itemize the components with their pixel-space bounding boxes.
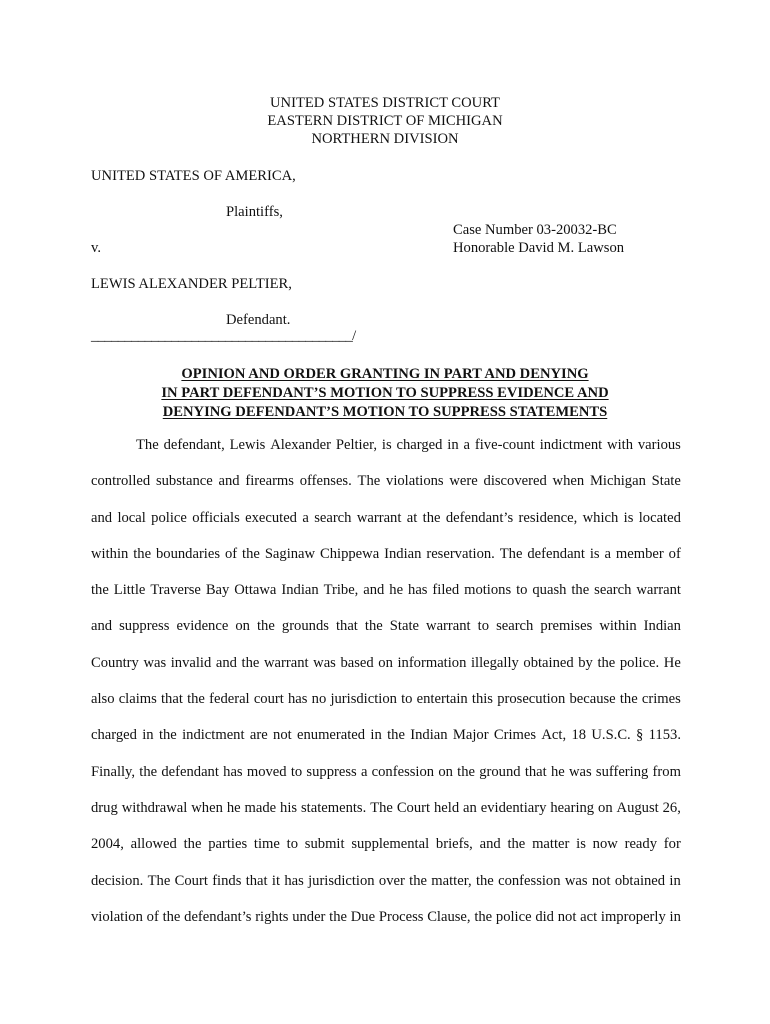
plaintiff-role: Plaintiffs,	[226, 204, 283, 220]
document-title	[0, 365, 770, 422]
body-line: controlled substance and firearms offenses. The violations were discovered when Michigan State	[91, 473, 681, 490]
court-name: UNITED STATES DISTRICT COURT	[270, 95, 500, 111]
body-line: 2004, allowed the parties time to submit supplemental briefs, and the matter is now ready for	[91, 836, 681, 853]
body-line: drug withdrawal when he made his statements. The Court held an evidentiary hearing on August 26,	[91, 799, 681, 816]
court-district: EASTERN DISTRICT OF MICHIGAN	[267, 113, 503, 129]
defendant-role: Defendant.	[226, 312, 291, 328]
judge-name: Honorable David M. Lawson	[453, 240, 625, 256]
body-line: and local police officials executed a search warrant at the defendant’s residence, which is located	[91, 509, 681, 526]
versus-label: v.	[91, 240, 101, 256]
court-header	[0, 94, 770, 148]
opinion-body	[91, 436, 681, 944]
body-line: decision. The Court finds that it has jurisdiction over the matter, the confession was not obtained in	[91, 872, 681, 889]
body-line: The defendant, Lewis Alexander Peltier, is charged in a five-count indictment with various	[136, 437, 681, 453]
title-line-1: OPINION AND ORDER GRANTING IN PART AND DENYING	[181, 366, 589, 382]
body-line: and suppress evidence on the grounds that the State warrant to search premises within Indian	[91, 618, 681, 635]
defendant-name: LEWIS ALEXANDER PELTIER,	[91, 276, 292, 292]
plaintiff-name: UNITED STATES OF AMERICA,	[91, 168, 296, 184]
case-number: Case Number 03-20032-BC	[453, 222, 617, 238]
title-line-3: DENYING DEFENDANT’S MOTION TO SUPPRESS STATEMENTS	[162, 404, 608, 420]
body-line: violation of the defendant’s rights under the Due Process Clause, the police did not act improperly in	[91, 908, 681, 925]
body-line: the Little Traverse Bay Ottawa Indian Tribe, and he has filed motions to quash the search warrant	[91, 582, 681, 599]
court-division: NORTHERN DIVISION	[311, 131, 459, 147]
title-line-2: IN PART DEFENDANT’S MOTION TO SUPPRESS EVIDENCE AND	[161, 385, 609, 401]
body-line: Country was invalid and the warrant was based on information illegally obtained by the police. He	[91, 654, 681, 671]
caption-signature-rule: _______________________________________/	[91, 328, 356, 344]
body-line: Finally, the defendant has moved to suppress a confession on the ground that he was suffering from	[91, 763, 681, 780]
body-line: charged in the indictment are not enumerated in the Indian Major Crimes Act, 18 U.S.C. § 1153.	[91, 727, 681, 744]
body-line: within the boundaries of the Saginaw Chippewa Indian reservation. The defendant is a member of	[91, 545, 681, 562]
body-line: also claims that the federal court has no jurisdiction to entertain this prosecution because the crimes	[91, 691, 681, 708]
